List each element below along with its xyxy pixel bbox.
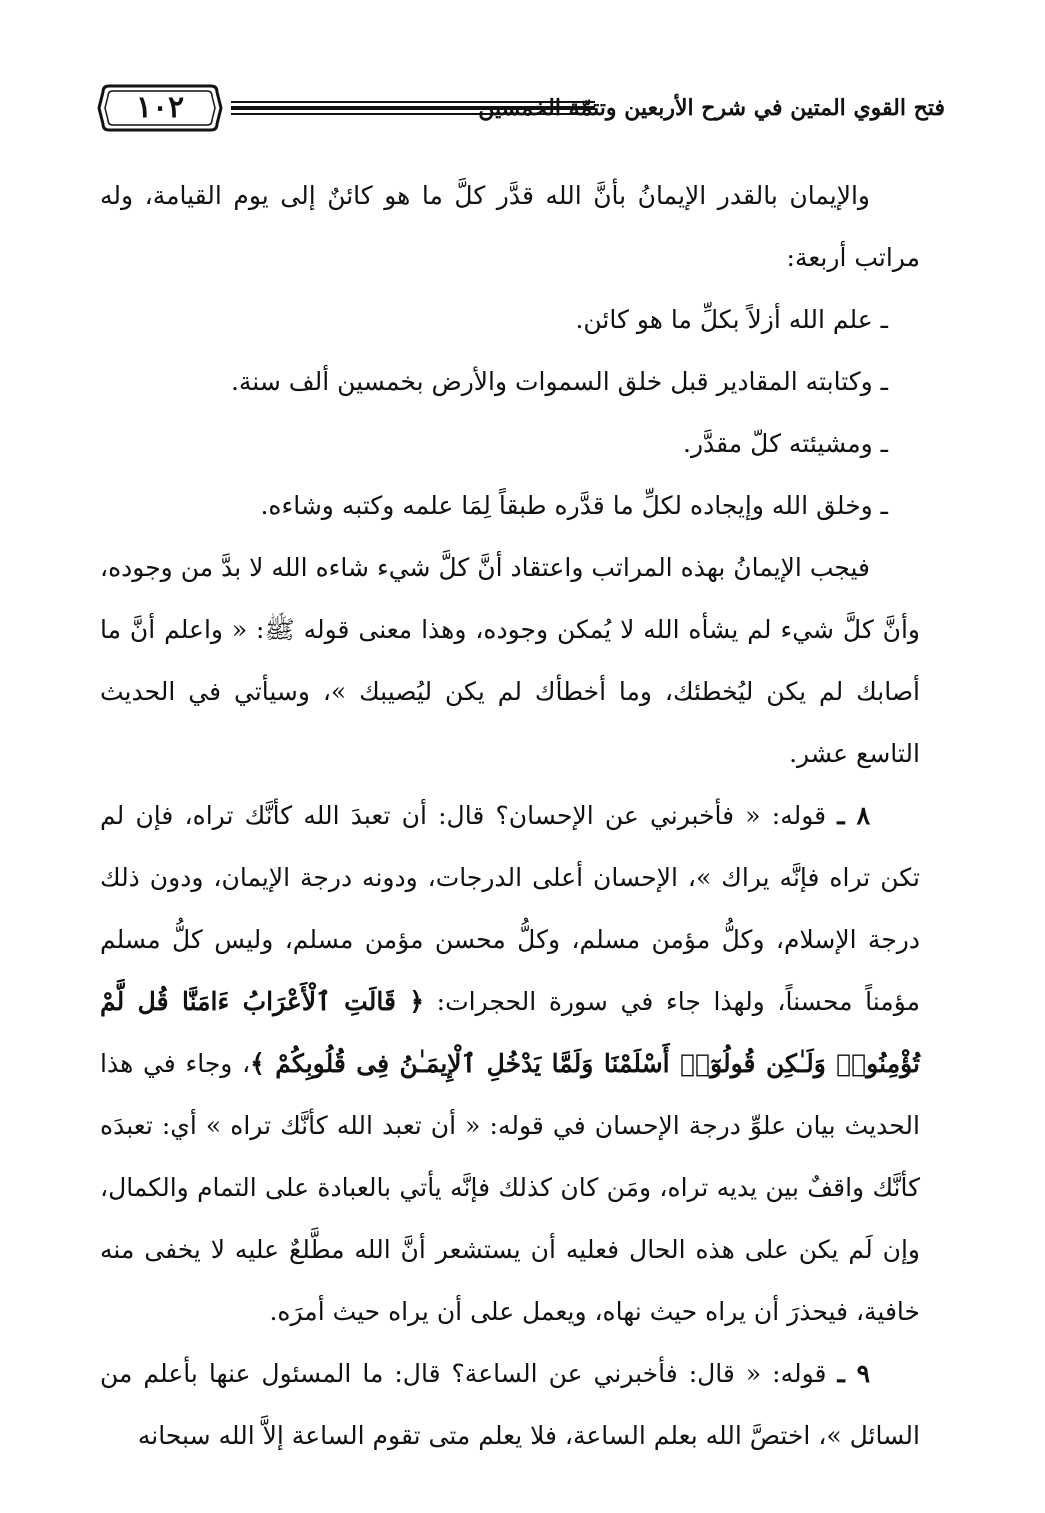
book-title: فتح القوي المتين في شرح الأربعين وتتمّة الخمسين: [478, 95, 945, 121]
section-number: ٨ ـ: [837, 801, 870, 830]
paragraph-iman-bil-qadar: والإيمان بالقدر الإيمانُ بأنَّ الله قدَّر كلَّ ما هو كائنٌ إلى يوم القيامة، وله مراتب أربعة:: [100, 181, 920, 272]
running-header: [95, 80, 945, 136]
section-number: ٩ ـ: [837, 1359, 870, 1388]
quran-verse: ﴿ قَالَتِ ٱلْأَعْرَابُ ءَامَنَّا قُل لَّمْ تُؤْمِنُوا۟ وَلَـٰكِن قُولُوٓا۟ أَسْلَمْنَا وَلَمَّا يَدْخُلِ ٱلْإِيمَـٰنُ فِى قُلُوبِكُمْ ﴾: [100, 987, 920, 1078]
paragraph-ihsan: [100, 785, 920, 1343]
page-body: [100, 165, 920, 1467]
list-item: ـ وخلق الله وإيجاده لكلِّ ما قدَّره طبقاً لِمَا علمه وكتبه وشاءه.: [260, 491, 888, 520]
paragraph-text: قوله: « فأخبرني عن الإحسان؟ قال: أن تعبدَ الله كأنَّك تراه، فإن لم تكن تراه فإنَّه يراك »، الإحسان أعلى الدرجات، ودونه درجة الإيمان، ودون ذلك درجة الإسلام، وكلُّ مؤمن مسلم، وكلُّ محسن مؤمن مسلم، وليس كلُّ مسلم مؤمناً محسناً، ولهذا جاء في سورة الحجرات:: [100, 801, 920, 1016]
paragraph-maratib: فيجب الإيمانُ بهذه المراتب واعتقاد أنَّ كلَّ شيء شاءه الله لا بدَّ من وجوده، وأنَّ كلَّ شيء لم يشأه الله لا يُمكن وجوده، وهذا معنى قوله ﷺ: « واعلم أنَّ ما أصابك لم يكن ليُخطئك، وما أخطأك لم يكن ليُصيبك »، وسيأتي في الحديث التاسع عشر.: [100, 553, 920, 768]
page-number: ١٠٢: [135, 90, 185, 125]
page-number-frame: [95, 80, 225, 136]
paragraph-text: قوله: « قال: فأخبرني عن الساعة؟ قال: ما المسئول عنها بأعلم من السائل »، اختصَّ الله بعلم الساعة، فلا يعلم متى تقوم الساعة إلاَّ الله سبحانه: [100, 1359, 920, 1450]
paragraph-text: ، وجاء في هذا الحديث بيان علوِّ درجة الإحسان في قوله: « أن تعبد الله كأنَّك تراه » أي: تعبدَه كأنَّك واقفٌ بين يديه تراه، ومَن كان كذلك فإنَّه يأتي بالعبادة على التمام والكمال، وإن لَم يكن على هذه الحال فعليه أن يستشعر أنَّ الله مطَّلعٌ عليه لا يخفى منه خافية، فيحذرَ أن يراه حيث نهاه، ويعمل على أن يراه حيث أمرَه.: [100, 1049, 920, 1326]
paragraph-saah: [100, 1343, 920, 1467]
list-item: ـ وكتابته المقادير قبل خلق السموات والأرض بخمسين ألف سنة.: [230, 367, 888, 396]
list-item: ـ علم الله أزلاً بكلِّ ما هو كائن.: [575, 305, 888, 334]
list-item: ـ ومشيئته كلّ مقدَّر.: [683, 429, 888, 458]
